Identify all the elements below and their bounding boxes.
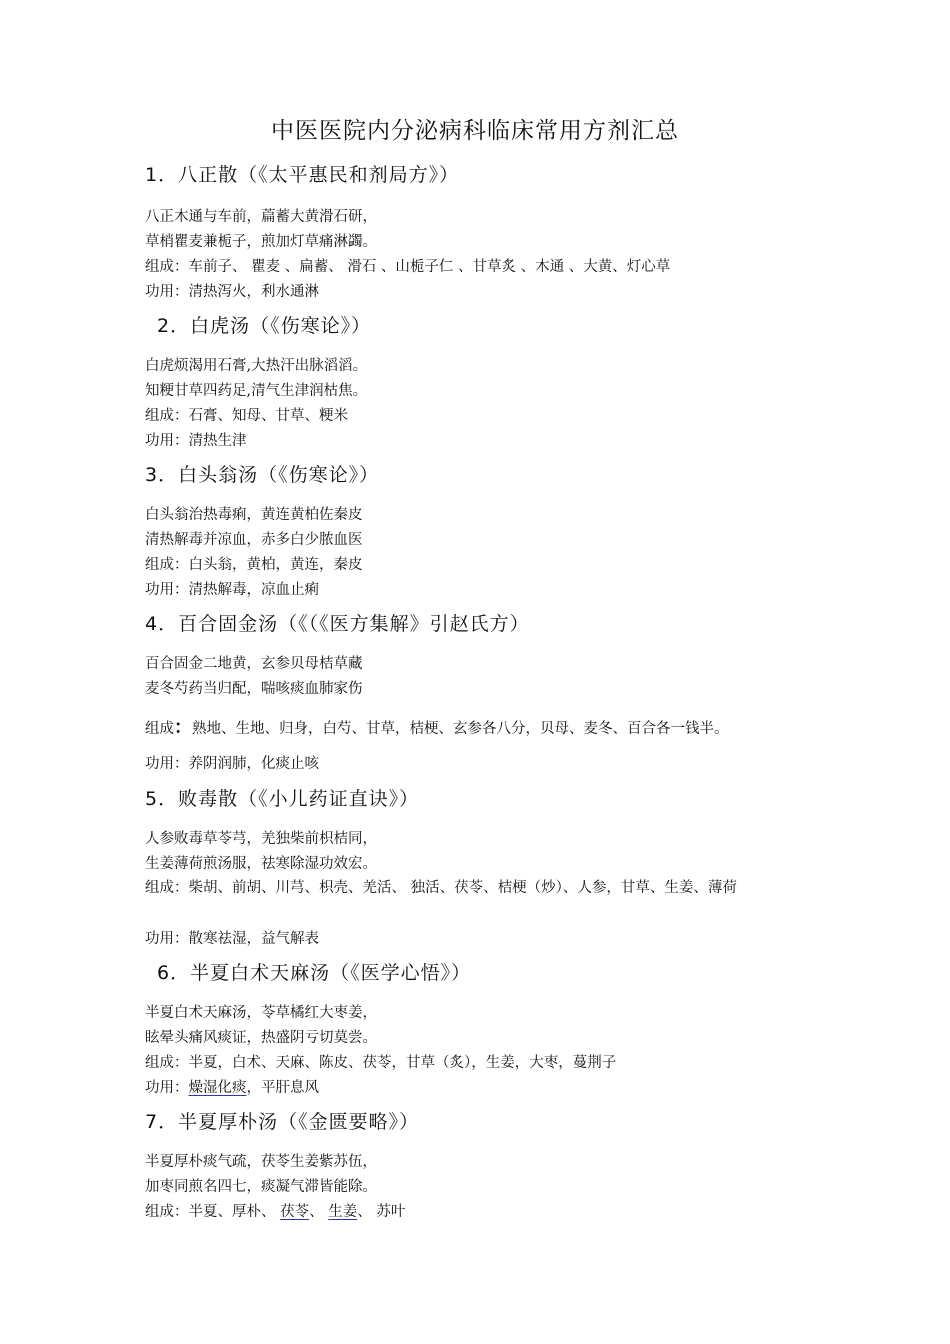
composition-items: 熟地、生地、归身，白芍、甘草，桔梗、玄参各八分，贝母、麦冬、百合各一钱半。 bbox=[192, 721, 729, 737]
verse-line: 生姜薄荷煎汤服，祛寒除湿功效宏。 bbox=[145, 856, 377, 872]
section-heading-3: 3．白头翁汤（《伤寒论》） bbox=[145, 464, 380, 486]
verse-line: 清热解毒并凉血，赤多白少脓血医 bbox=[145, 532, 363, 548]
section-heading-2: 2．白虎汤（《伤寒论》） bbox=[157, 315, 372, 337]
composition-colon: ： bbox=[174, 717, 192, 738]
composition-part: 组成：半夏、厚朴、 bbox=[145, 1204, 281, 1220]
verse-line: 知粳甘草四药足,清气生津润枯焦。 bbox=[145, 383, 368, 399]
verse-line: 加枣同煎名四七，痰凝气滞皆能除。 bbox=[145, 1179, 377, 1195]
composition-text: 组成：车前子、 瞿麦 、扁蓄、 滑石 、山栀子仁 、甘草炙 、木通 、大黄、灯心草 bbox=[145, 259, 671, 275]
section-heading-5: 5．败毒散（《小儿药证直诀》） bbox=[145, 788, 420, 810]
composition-label: 组成 bbox=[145, 721, 174, 737]
composition-underlined-term: 生姜 bbox=[328, 1204, 358, 1220]
composition-underlined-term: 茯苓 bbox=[280, 1204, 310, 1220]
function-text: 功用：清热泻火，利水通淋 bbox=[145, 284, 319, 300]
verse-line: 白头翁治热毒痢，黄连黄柏佐秦皮 bbox=[145, 507, 363, 523]
composition-part: 、 bbox=[309, 1204, 329, 1220]
composition-text: 组成：白头翁，黄柏，黄连，秦皮 bbox=[145, 557, 363, 573]
section-heading-7: 7．半夏厚朴汤（《金匮要略》） bbox=[145, 1111, 420, 1133]
section-heading-6: 6．半夏白术天麻汤（《医学心悟》） bbox=[157, 962, 472, 984]
document-title: 中医医院内分泌病科临床常用方剂汇总 bbox=[271, 118, 679, 144]
composition-text: 组成：柴胡、前胡、川芎、枳壳、羌活、 独活、茯苓、桔梗（炒）、人参，甘草、生姜、薄荷 bbox=[145, 880, 737, 896]
function-text: 功用：清热生津 bbox=[145, 433, 247, 449]
verse-line: 八正木通与车前，萹蓄大黄滑石研， bbox=[145, 209, 377, 225]
function-text: 功用：养阴润肺，化痰止咳 bbox=[145, 756, 319, 772]
function-underlined-term: 燥湿化痰 bbox=[188, 1080, 247, 1096]
verse-line: 白虎烦渴用石膏,大热汗出脉滔滔。 bbox=[145, 358, 368, 374]
function-text: 功用：清热解毒，凉血止痢 bbox=[145, 582, 319, 598]
composition-text: 组成：半夏，白术、天麻、陈皮、茯苓，甘草（炙），生姜，大枣，蔓荆子 bbox=[145, 1055, 617, 1071]
composition-text bbox=[145, 1202, 405, 1222]
composition-part: 、 苏叶 bbox=[357, 1204, 406, 1220]
function-text: 功用：散寒祛湿，益气解表 bbox=[145, 931, 319, 947]
composition-text: 组成：石膏、知母、甘草、粳米 bbox=[145, 408, 348, 424]
verse-line: 半夏厚朴痰气疏，茯苓生姜紫苏伍， bbox=[145, 1154, 377, 1170]
verse-line: 草梢瞿麦兼栀子，煎加灯草痛淋蠲。 bbox=[145, 234, 377, 250]
verse-line: 眩晕头痛风痰证，热盛阴亏切莫尝。 bbox=[145, 1030, 377, 1046]
verse-line: 百合固金二地黄，玄参贝母桔草藏 bbox=[145, 656, 363, 672]
verse-line: 人参败毒草苓芎，羌独柴前枳桔同， bbox=[145, 831, 377, 847]
section-heading-4: 4．百合固金汤（《（《医方集解》引赵氏方） bbox=[145, 613, 530, 635]
function-text bbox=[145, 1078, 319, 1098]
function-label: 功用： bbox=[145, 1080, 189, 1096]
function-rest: ，平肝息风 bbox=[246, 1080, 319, 1096]
composition-text bbox=[145, 718, 729, 739]
section-heading-1: 1．八正散（《太平惠民和剂局方》） bbox=[145, 164, 460, 186]
verse-line: 半夏白术天麻汤，苓草橘红大枣姜， bbox=[145, 1005, 377, 1021]
verse-line: 麦冬芍药当归配，喘咳痰血肺家伤 bbox=[145, 681, 363, 697]
